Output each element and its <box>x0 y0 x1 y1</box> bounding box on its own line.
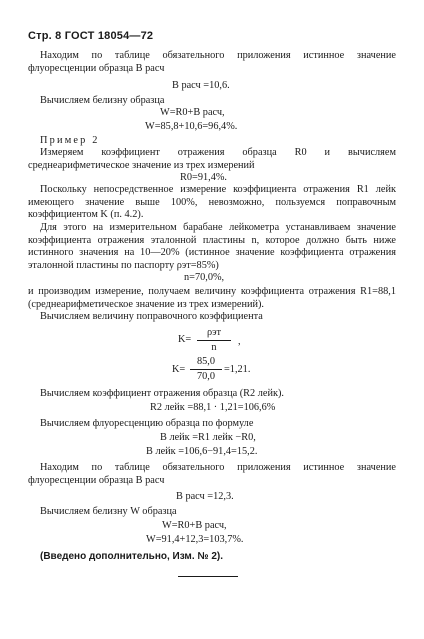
paragraph-fluorescence-lookup-2: Находим по таблице обязательного приложения истинное значение флуоресценции образца B расч <box>28 462 396 486</box>
equation-k-formula-lhs: K= <box>178 334 192 345</box>
page-header: Стр. 8 ГОСТ 18054—72 <box>28 30 154 42</box>
fraction-denominator: n <box>211 342 217 353</box>
equation-b-leik-formula: B лейк =R1 лейк −R0, <box>160 432 256 443</box>
fraction-numerator: 85,0 <box>196 356 216 367</box>
equation-b-leik-value: B лейк =106,6−91,4=15,2. <box>146 446 258 457</box>
equation-k-formula-tail: , <box>238 336 241 347</box>
equation-whiteness-formula: W=R0+B расч, <box>160 107 225 118</box>
equation-k-formula-fraction <box>197 327 231 354</box>
paragraph-fluorescence-lookup: Находим по таблице обязательного приложения истинное значение флуоресценции образца B расч <box>28 50 396 74</box>
fraction-denominator: 70,0 <box>196 371 216 382</box>
paragraph-correction-coefficient: Поскольку непосредственное измерение коэффициента отражения R1 лейк имеющего значение выше 100%, невозможно, пользуемся поправочным коэффициентом K (п. 4.2). <box>28 184 396 221</box>
equation-b-calc: B расч =10,6. <box>172 80 230 91</box>
equation-k-value-lhs: K= <box>172 364 186 375</box>
paragraph-compute-whiteness-2: Вычисляем белизну W образца <box>40 506 177 517</box>
fraction-bar <box>190 369 222 370</box>
fraction-bar <box>197 340 231 341</box>
equation-whiteness-formula-2: W=R0+B расч, <box>162 520 227 531</box>
equation-k-value-tail: =1,21. <box>224 364 251 375</box>
paragraph-compute-r2: Вычисляем коэффициент отражения образца (R2 лейк). <box>40 388 284 399</box>
equation-r2: R2 лейк =88,1 · 1,21=106,6% <box>150 402 276 413</box>
paragraph-compute-k: Вычисляем величину поправочного коэффициента <box>40 311 263 322</box>
amendment-note: (Введено дополнительно, Изм. № 2). <box>40 551 223 562</box>
example-title: Пример 2 <box>40 135 100 146</box>
equation-whiteness-value-2: W=91,4+12,3=103,7%. <box>146 534 244 545</box>
paragraph-compute-fluorescence: Вычисляем флуоресценцию образца по формуле <box>40 418 254 429</box>
paragraph-etalon-setting: Для этого на измерительном барабане лейкометра устанавливаем значение коэффициента отражения эталонной пластины n, которое должно быть ниже истинного значения на 10—20% (истинное значение коэффициента отражения эталонной пластины по паспорту ρэт=85%) <box>28 222 396 271</box>
paragraph-measurement-result: и производим измерение, получаем величину коэффициента отражения R1=88,1 (среднеарифметическое значение из трех измерений). <box>28 286 396 310</box>
equation-k-value-fraction <box>190 356 222 383</box>
paragraph-measure-reflectance: Измеряем коэффициент отражения образца R0 и вычисляем среднеарифметическое значение из трех измерений <box>28 147 396 171</box>
equation-n: n=70,0%, <box>184 272 225 283</box>
equation-whiteness-value: W=85,8+10,6=96,4%. <box>145 121 238 132</box>
closing-rule <box>178 576 238 577</box>
fraction-numerator: ρэт <box>206 327 222 338</box>
paragraph-compute-whiteness: Вычисляем белизну образца <box>40 95 165 106</box>
equation-r0: R0=91,4%. <box>180 172 227 183</box>
equation-b-calc-2: B расч =12,3. <box>176 491 234 502</box>
